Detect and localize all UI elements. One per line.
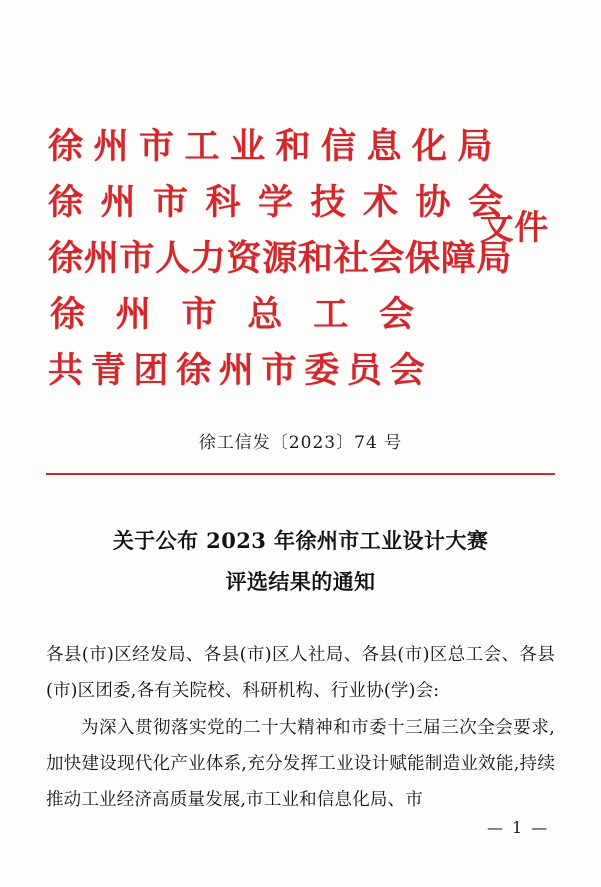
masthead-line-4: 徐州市总工会 — [50, 293, 445, 335]
masthead-row-4 — [46, 286, 555, 342]
masthead-suffix-wenjian: 文件 — [479, 208, 549, 248]
masthead-line-2: 徐州市科学技术协会 — [48, 181, 521, 223]
masthead-row-3 — [46, 208, 555, 286]
page-title — [46, 521, 555, 603]
masthead-row-1 — [46, 118, 555, 174]
body-paragraph-1: 为深入贯彻落实党的二十大精神和市委十三届三次全会要求,加快建设现代化产业体系,充分发挥工业设计赋能制造业效能,持续推动工业经济高质量发展,市工业和信息化局、市 — [46, 717, 555, 811]
page-title-line-1: 关于公布 2023 年徐州市工业设计大赛 — [112, 528, 489, 553]
page-footer: — 1 — — [487, 818, 549, 837]
masthead-row-5 — [46, 342, 555, 398]
masthead — [46, 0, 555, 398]
masthead-line-3: 徐州市人力资源和社会保障局 — [48, 237, 513, 279]
page-title-line-2: 评选结果的通知 — [225, 568, 376, 594]
masthead-line-5: 共青团徐州市委员会 — [48, 349, 433, 391]
masthead-line-1: 徐州市工业和信息化局 — [48, 125, 504, 167]
body-text — [46, 637, 555, 819]
document-number: 徐工信发〔2023〕74 号 — [198, 433, 403, 453]
red-separator-rule — [46, 473, 555, 475]
body-paragraph-salutation: 各县(市)区经发局、各县(市)区人社局、各县(市)区总工会、各县(市)区团委,各有关院校、科研机构、行业协(学)会: — [46, 644, 555, 702]
